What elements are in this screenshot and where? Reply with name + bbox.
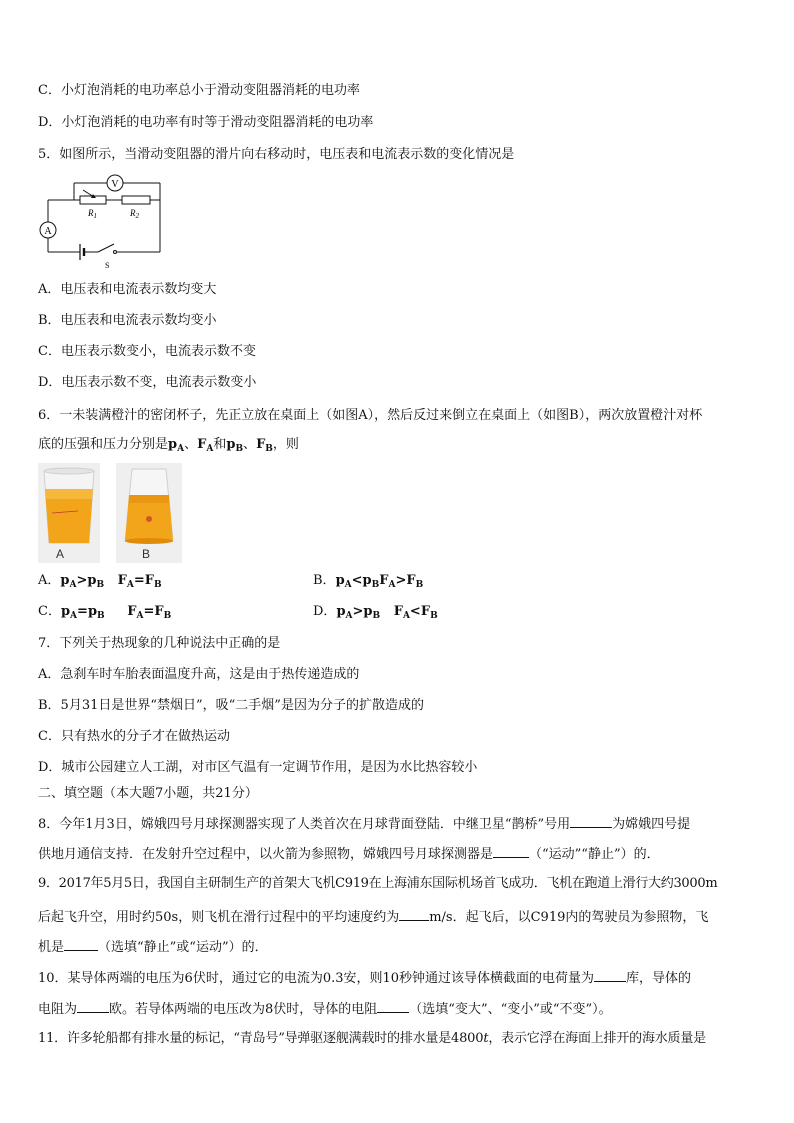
- r1-label: $R_1$: [88, 208, 97, 220]
- q8-line1: 8．今年1月3日，嫦娥四号月球探测器实现了人类首次在月球背面登陆．中继卫星“鹊桥”号用 为嫦娥四号提: [38, 814, 690, 833]
- q4-option-c: C．小灯泡消耗的电功率总小于滑动变阻器消耗的电功率: [38, 83, 360, 98]
- voltmeter-label: V: [111, 179, 119, 190]
- ammeter-label: A: [44, 226, 52, 237]
- q6-option-a: A．$p_A>p_B$ $F_A=F_B$: [38, 573, 162, 590]
- q4-option-d: D．小灯泡消耗的电功率有时等于滑动变阻器消耗的电功率: [38, 115, 374, 130]
- q6-option-c: C．$p_A=p_B$ $F_A=F_B$: [38, 604, 172, 621]
- r2-label: $R_2$: [130, 208, 139, 220]
- q8-blank-2[interactable]: [493, 844, 529, 858]
- q8-blank-1[interactable]: [570, 814, 612, 828]
- switch-label: S: [105, 261, 110, 270]
- q6-option-d: D．$p_A>p_B$ $F_A<F_B$: [313, 604, 438, 621]
- q6-stem-line2: 底的压强和压力分别是$p_A$、$F_A$和$p_B$、$F_B$，则: [38, 437, 299, 454]
- q8-line2: 供地月通信支持．在发射升空过程中，以火箭为参照物，嫦娥四号月球探测器是 （“运动”“静止”）的．: [38, 844, 660, 863]
- q10-blank-2[interactable]: [77, 999, 109, 1013]
- photo-label-b: B: [142, 547, 151, 561]
- cup-photo-a: [38, 463, 100, 563]
- q7-option-d: D．城市公园建立人工湖，对市区气温有一定调节作用，是因为水比热容较小: [38, 760, 478, 775]
- q5-stem: 5．如图所示，当滑动变阻器的滑片向右移动时，电压表和电流表示数的变化情况是: [38, 147, 515, 162]
- q10-line2: 电阻为 欧。若导体两端的电压改为8伏时，导体的电阻 （选填“变大”、“变小”或“不变”）。: [38, 999, 612, 1018]
- q9-line2: 后起飞升空，用时约50s，则飞机在滑行过程中的平均速度约为 m/s．起飞后，以C919内的驾驶员为参照物，飞: [38, 907, 708, 926]
- q5-option-c: C．电压表示数变小，电流表示数不变: [38, 344, 256, 359]
- q6-option-b: B．$p_A<p_BF_A>F_B$: [313, 573, 424, 590]
- q6-stem-line1: 6．一未装满橙汁的密闭杯子，先正立放在桌面上（如图A），然后反过来倒立在桌面上（如图B），两次放置橙汁对杯: [38, 408, 703, 423]
- circuit-diagram: [38, 170, 173, 270]
- q7-option-b: B．5月31日是世界“禁烟日”，吸“二手烟”是因为分子的扩散造成的: [38, 698, 424, 713]
- photo-label-a: A: [56, 547, 65, 561]
- q5-option-a: A．电压表和电流表示数均变大: [38, 282, 217, 297]
- cup-photo-b: [116, 463, 182, 563]
- q10-blank-3[interactable]: [377, 999, 409, 1013]
- q5-option-b: B．电压表和电流表示数均变小: [38, 313, 217, 328]
- q10-line1: 10．某导体两端的电压为6伏时，通过它的电流为0.3安，则10秒钟通过该导体横截面的电荷量为 库，导体的: [38, 968, 691, 987]
- q9-blank-1[interactable]: [399, 907, 429, 921]
- q9-blank-2[interactable]: [64, 937, 98, 951]
- q9-line3: 机是 （选填“静止”或“运动”）的．: [38, 937, 268, 956]
- q5-option-d: D．电压表示数不变，电流表示数变小: [38, 375, 257, 390]
- section-heading-fill-in: 二、填空题（本大题7小题，共21分）: [38, 786, 258, 801]
- q7-stem: 7．下列关于热现象的几种说法中正确的是: [38, 636, 281, 651]
- q7-option-a: A．急刹车时车胎表面温度升高，这是由于热传递造成的: [38, 667, 360, 682]
- q10-blank-1[interactable]: [594, 968, 626, 982]
- q7-option-c: C．只有热水的分子才在做热运动: [38, 729, 230, 744]
- q11-line1: 11．许多轮船都有排水量的标记，“青岛号”导弹驱逐舰满载时的排水量是4800t，表示它浮在海面上排开的海水质量是: [38, 1031, 706, 1046]
- q9-line1: 9．2017年5月5日，我国自主研制生产的首架大飞机C919在上海浦东国际机场首飞成功．飞机在跑道上滑行大约3000m: [38, 876, 718, 891]
